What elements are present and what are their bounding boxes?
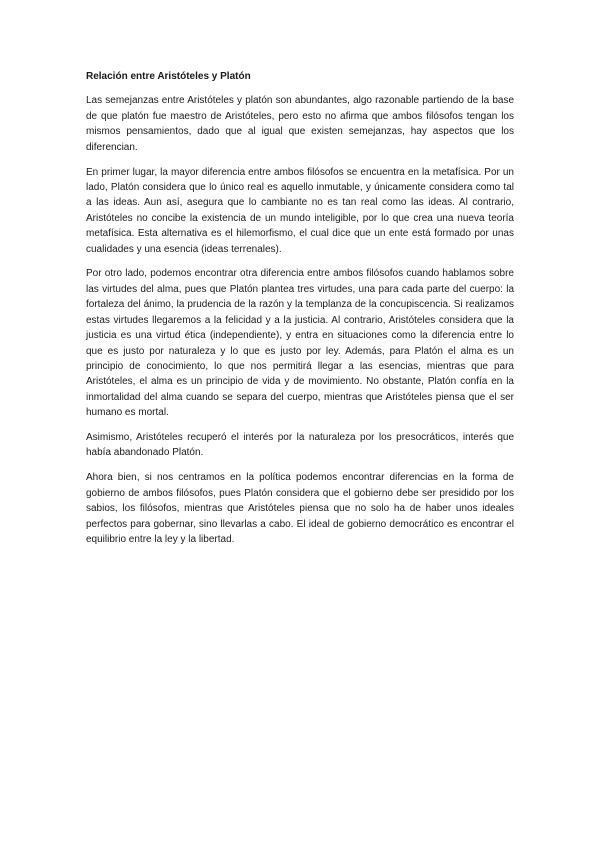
paragraph-nature: Asimismo, Aristóteles recuperó el interés por la naturaleza por los presocráticos, interés que había abandonado Platón. [86, 432, 514, 459]
paragraph-politics: Ahora bien, si nos centramos en la política podemos encontrar diferencias en la forma de gobierno de ambos filósofos, pues Platón considera que el gobierno debe ser presidido por los sabios, los filósofos, mientras que Aristóteles piensa que no solo ha de haber unos ideales perfectos para gobernar, sino llevarlas a cabo. El ideal de gobierno democrático es encontrar el equilibrio entre la ley y la libertad. [86, 472, 514, 545]
document-body [86, 69, 514, 557]
paragraph-intro: Las semejanzas entre Aristóteles y platón son abundantes, algo razonable partiendo de la base de que platón fue maestro de Aristóteles, pero esto no afirma que ambos filósofos tengan los mismos pensamientos, dado que al igual que existen semejanzas, hay aspectos que los diferencian. [86, 95, 514, 153]
paragraph-metaphysics: En primer lugar, la mayor diferencia entre ambos filósofos se encuentra en la metafísica. Por un lado, Platón considera que lo único real es aquello inmutable, y únicamente considera como tal a las ideas. Aun así, asegura que lo cambiante no es tan real como las ideas. Al contrario, Aristóteles no concibe la existencia de un mundo inteligible, por lo que crea una nueva teoría metafísica. Esta alternativa es el hilemorfismo, el cual dice que un ente está formado por unas cualidades y una esencia (ideas terrenales). [86, 166, 514, 255]
document-title: Relación entre Aristóteles y Platón [86, 71, 251, 82]
paragraph-soul-virtues: Por otro lado, podemos encontrar otra diferencia entre ambos filósofos cuando hablamos sobre las virtudes del alma, pues que Platón plantea tres virtudes, una para cada parte del cuerpo: la fortaleza del ánimo, la prudencia de la razón y la templanza de la concupiscencia. Si realizamos estas virtudes llegaremos a la felicidad y a la justicia. Al contrario, Aristóteles considera que la justicia es una virtud ética (independiente), y entra en situaciones como la diferencia entre lo que es justo por naturaleza y lo que es justo por ley. Además, para Platón el alma es un principio de conocimiento, lo que nos permitirá llegar a las esencias, mientras que para Aristóteles, el alma es un principio de vida y de movimiento. No obstante, Platón confía en la inmortalidad del alma cuando se separa del cuerpo, mientras que Aristóteles piensa que el ser humano es mortal. [86, 268, 514, 419]
